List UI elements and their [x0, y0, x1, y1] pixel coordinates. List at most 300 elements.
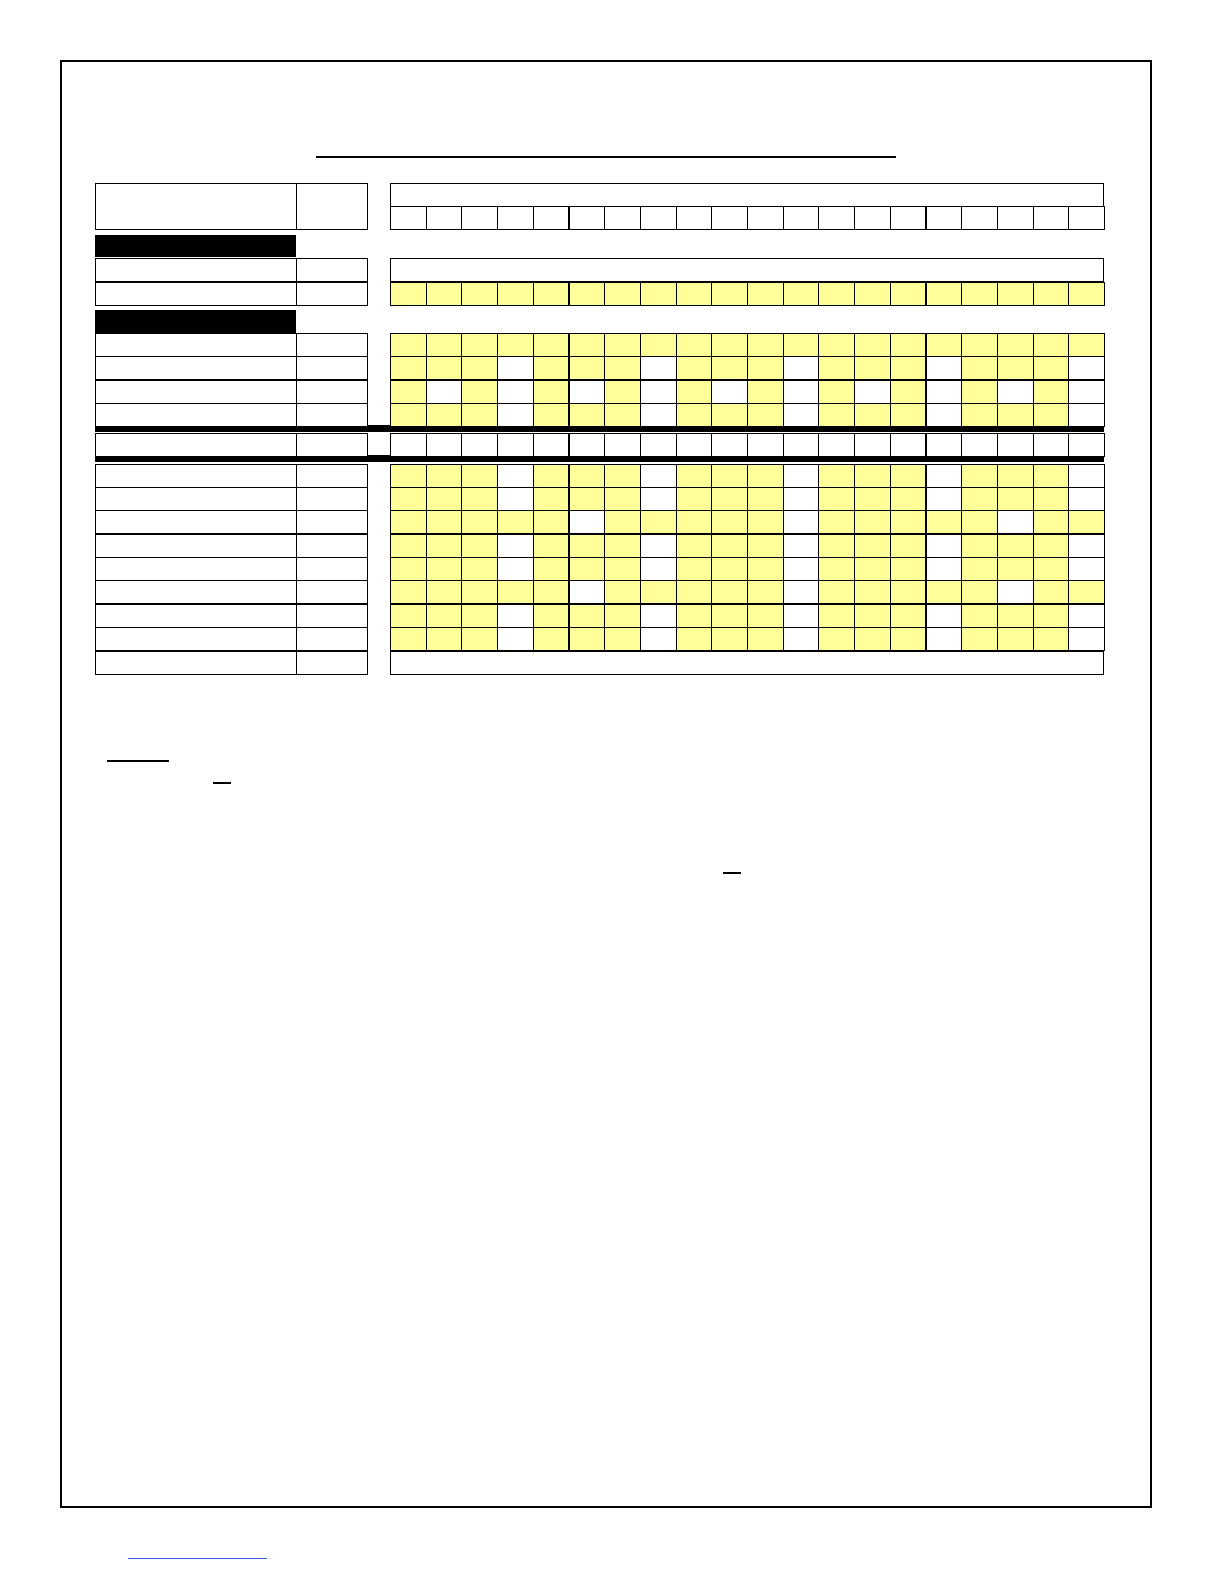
- grid-cell-filled: [854, 356, 891, 380]
- grid-cell-filled: [997, 487, 1034, 511]
- grid-cell-filled: [676, 510, 713, 534]
- footer-link-underline: [128, 1558, 267, 1559]
- grid-cell-empty: [497, 627, 534, 651]
- grid-cell-filled: [676, 282, 713, 306]
- grid-cell-filled: [997, 333, 1034, 357]
- grid-cell-filled: [1033, 557, 1070, 581]
- grid-cell-filled: [818, 534, 855, 558]
- grid-cell-empty: [1068, 403, 1105, 427]
- grid-cell-filled: [926, 580, 963, 604]
- grid-cell-filled: [569, 627, 606, 651]
- grid-cell-filled: [390, 510, 427, 534]
- grid-cell-filled: [390, 487, 427, 511]
- grid-cell-filled: [426, 403, 463, 427]
- grid-cell-filled: [426, 510, 463, 534]
- grid-cell-empty: [997, 380, 1034, 404]
- grid-cell-empty: [1068, 380, 1105, 404]
- grid-cell-empty: [783, 510, 820, 534]
- grid-cell-filled: [711, 510, 748, 534]
- grid-cell-empty: [961, 433, 998, 457]
- grid-cell-filled: [783, 282, 820, 306]
- grid-cell-filled: [1068, 282, 1105, 306]
- grid-cell-filled: [747, 380, 784, 404]
- grid-cell-filled: [818, 403, 855, 427]
- grid-cell-filled: [961, 510, 998, 534]
- grid-cell-filled: [640, 282, 677, 306]
- grid-cell-filled: [604, 534, 641, 558]
- title-underline: [316, 156, 896, 158]
- column-header-cell: [818, 206, 855, 230]
- grid-cell-empty: [461, 433, 498, 457]
- grid-cell-filled: [461, 282, 498, 306]
- grid-cell-filled: [533, 557, 570, 581]
- grid-cell-empty: [926, 380, 963, 404]
- grid-cell-filled: [854, 534, 891, 558]
- grid-cell-filled: [390, 604, 427, 628]
- grid-cell-filled: [569, 604, 606, 628]
- grid-cell-empty: [783, 534, 820, 558]
- grid-cell-filled: [640, 510, 677, 534]
- grid-cell-empty: [497, 380, 534, 404]
- grid-cell-filled: [1033, 510, 1070, 534]
- grid-cell-filled: [711, 403, 748, 427]
- grid-cell-filled: [461, 403, 498, 427]
- grid-cell-filled: [747, 534, 784, 558]
- column-header-cell: [783, 206, 820, 230]
- row-units-cell: [296, 403, 368, 427]
- grid-cell-filled: [1033, 534, 1070, 558]
- grid-cell-filled: [854, 487, 891, 511]
- grid-cell-filled: [747, 557, 784, 581]
- grid-cell-empty: [640, 403, 677, 427]
- row-label-cell: [95, 464, 297, 488]
- grid-cell-filled: [461, 333, 498, 357]
- row-label-cell: [95, 356, 297, 380]
- row-units-cell: [296, 487, 368, 511]
- grid-cell-empty: [497, 604, 534, 628]
- grid-cell-filled: [890, 464, 927, 488]
- grid-cell-filled: [569, 356, 606, 380]
- grid-cell-filled: [676, 333, 713, 357]
- grid-cell-filled: [818, 380, 855, 404]
- grid-cell-empty: [569, 580, 606, 604]
- column-header-cell: [390, 206, 427, 230]
- grid-cell-filled: [390, 282, 427, 306]
- grid-cell-filled: [890, 333, 927, 357]
- grid-cell-empty: [926, 403, 963, 427]
- grid-cell-filled: [1033, 403, 1070, 427]
- grid-cell-filled: [676, 580, 713, 604]
- grid-cell-filled: [1033, 464, 1070, 488]
- grid-cell-empty: [854, 433, 891, 457]
- grid-cell-empty: [640, 534, 677, 558]
- row-units-cell: [296, 604, 368, 628]
- column-header-cell: [569, 206, 606, 230]
- grid-cell-filled: [390, 534, 427, 558]
- grid-cell-empty: [1068, 604, 1105, 628]
- grid-cell-empty: [890, 433, 927, 457]
- row-span-cell: [390, 651, 1104, 675]
- grid-cell-filled: [997, 282, 1034, 306]
- grid-cell-filled: [640, 580, 677, 604]
- grid-cell-filled: [961, 403, 998, 427]
- grid-cell-empty: [926, 557, 963, 581]
- grid-cell-filled: [676, 604, 713, 628]
- grid-cell-filled: [569, 464, 606, 488]
- grid-cell-filled: [604, 333, 641, 357]
- row-units-cell: [296, 627, 368, 651]
- grid-cell-filled: [854, 580, 891, 604]
- grid-cell-filled: [676, 487, 713, 511]
- grid-cell-empty: [640, 433, 677, 457]
- grid-cell-filled: [533, 534, 570, 558]
- grid-cell-empty: [569, 380, 606, 404]
- grid-cell-filled: [604, 627, 641, 651]
- grid-cell-empty: [997, 433, 1034, 457]
- grid-cell-filled: [854, 403, 891, 427]
- grid-cell-filled: [854, 627, 891, 651]
- grid-cell-filled: [461, 356, 498, 380]
- grid-cell-filled: [997, 356, 1034, 380]
- column-header-cell: [747, 206, 784, 230]
- grid-cell-filled: [676, 403, 713, 427]
- grid-cell-filled: [390, 380, 427, 404]
- grid-cell-filled: [461, 380, 498, 404]
- grid-cell-filled: [390, 627, 427, 651]
- grid-cell-filled: [997, 403, 1034, 427]
- grid-cell-filled: [604, 282, 641, 306]
- row-label-cell: [95, 510, 297, 534]
- grid-cell-empty: [783, 356, 820, 380]
- grid-cell-empty: [640, 604, 677, 628]
- grid-cell-empty: [1068, 557, 1105, 581]
- grid-cell-filled: [747, 510, 784, 534]
- grid-cell-empty: [783, 604, 820, 628]
- grid-cell-filled: [461, 557, 498, 581]
- grid-cell-filled: [890, 580, 927, 604]
- grid-cell-filled: [711, 580, 748, 604]
- grid-cell-filled: [1033, 380, 1070, 404]
- grid-cell-filled: [747, 627, 784, 651]
- grid-cell-filled: [818, 604, 855, 628]
- grid-cell-filled: [426, 580, 463, 604]
- grid-cell-filled: [747, 487, 784, 511]
- grid-cell-empty: [533, 433, 570, 457]
- row-label-cell: [95, 380, 297, 404]
- grid-cell-filled: [818, 464, 855, 488]
- grid-cell-filled: [747, 464, 784, 488]
- grid-cell-filled: [711, 464, 748, 488]
- grid-cell-filled: [533, 580, 570, 604]
- grid-cell-filled: [426, 356, 463, 380]
- grid-cell-filled: [961, 580, 998, 604]
- grid-cell-filled: [747, 356, 784, 380]
- grid-cell-filled: [604, 487, 641, 511]
- grid-cell-filled: [997, 557, 1034, 581]
- grid-cell-filled: [426, 282, 463, 306]
- grid-cell-filled: [890, 534, 927, 558]
- grid-cell-filled: [533, 403, 570, 427]
- grid-cell-filled: [461, 487, 498, 511]
- grid-cell-filled: [818, 510, 855, 534]
- grid-cell-filled: [676, 464, 713, 488]
- grid-cell-filled: [890, 487, 927, 511]
- grid-cell-filled: [604, 464, 641, 488]
- grid-cell-filled: [890, 403, 927, 427]
- column-header-cell: [533, 206, 570, 230]
- grid-cell-filled: [711, 333, 748, 357]
- grid-cell-empty: [1068, 464, 1105, 488]
- grid-cell-filled: [461, 604, 498, 628]
- row-label-cell: [95, 557, 297, 581]
- grid-cell-filled: [854, 282, 891, 306]
- grid-cell-filled: [426, 333, 463, 357]
- column-header-cell: [711, 206, 748, 230]
- grid-cell-filled: [961, 487, 998, 511]
- row-label-cell: [95, 604, 297, 628]
- grid-cell-empty: [640, 627, 677, 651]
- grid-cell-filled: [818, 627, 855, 651]
- grid-cell-empty: [497, 433, 534, 457]
- grid-cell-filled: [569, 282, 606, 306]
- grid-cell-filled: [461, 464, 498, 488]
- grid-cell-filled: [640, 333, 677, 357]
- grid-cell-filled: [711, 282, 748, 306]
- grid-cell-filled: [497, 510, 534, 534]
- grid-cell-empty: [747, 433, 784, 457]
- grid-cell-filled: [818, 282, 855, 306]
- grid-cell-filled: [890, 510, 927, 534]
- grid-cell-filled: [890, 557, 927, 581]
- grid-cell-filled: [997, 604, 1034, 628]
- grid-cell-filled: [818, 557, 855, 581]
- grid-cell-filled: [890, 356, 927, 380]
- grid-cell-filled: [533, 487, 570, 511]
- column-header-cell: [854, 206, 891, 230]
- grid-cell-filled: [961, 627, 998, 651]
- grid-cell-filled: [961, 282, 998, 306]
- grid-cell-filled: [569, 487, 606, 511]
- row-label-cell: [95, 403, 297, 427]
- grid-cell-filled: [533, 627, 570, 651]
- row-span-cell: [390, 258, 1104, 282]
- grid-cell-empty: [497, 403, 534, 427]
- grid-cell-filled: [747, 282, 784, 306]
- column-header-cell: [461, 206, 498, 230]
- grid-cell-filled: [854, 604, 891, 628]
- grid-cell-empty: [497, 534, 534, 558]
- row-label-cell: [95, 580, 297, 604]
- notes-line: [107, 770, 1087, 788]
- grid-cell-filled: [1033, 356, 1070, 380]
- grid-cell-filled: [426, 604, 463, 628]
- grid-cell-filled: [426, 487, 463, 511]
- row-units-cell: [296, 580, 368, 604]
- notes-heading: [107, 738, 407, 758]
- grid-cell-filled: [961, 464, 998, 488]
- row-units-cell: [296, 258, 368, 282]
- grid-cell-filled: [890, 380, 927, 404]
- grid-cell-filled: [854, 557, 891, 581]
- grid-cell-empty: [497, 356, 534, 380]
- grid-cell-filled: [390, 356, 427, 380]
- grid-cell-filled: [676, 627, 713, 651]
- column-header-cell: [961, 206, 998, 230]
- grid-cell-filled: [890, 604, 927, 628]
- grid-cell-filled: [1033, 333, 1070, 357]
- grid-cell-filled: [1068, 580, 1105, 604]
- grid-cell-empty: [1068, 534, 1105, 558]
- grid-cell-filled: [604, 580, 641, 604]
- column-header-cell: [1068, 206, 1105, 230]
- grid-cell-empty: [783, 464, 820, 488]
- grid-cell-filled: [604, 557, 641, 581]
- grid-cell-empty: [926, 487, 963, 511]
- grid-cell-empty: [926, 534, 963, 558]
- grid-cell-empty: [926, 464, 963, 488]
- grid-cell-empty: [1068, 487, 1105, 511]
- grid-cell-empty: [783, 627, 820, 651]
- grid-cell-filled: [854, 510, 891, 534]
- grid-cell-filled: [461, 510, 498, 534]
- grid-cell-filled: [1033, 627, 1070, 651]
- grid-cell-empty: [783, 403, 820, 427]
- grid-cell-filled: [533, 282, 570, 306]
- grid-cell-empty: [604, 433, 641, 457]
- grid-cell-filled: [711, 534, 748, 558]
- grid-cell-empty: [497, 464, 534, 488]
- grid-cell-filled: [426, 557, 463, 581]
- grid-cell-filled: [1033, 604, 1070, 628]
- column-header-cell: [640, 206, 677, 230]
- grid-cell-filled: [569, 403, 606, 427]
- grid-cell-filled: [461, 627, 498, 651]
- column-header-cell: [604, 206, 641, 230]
- grid-cell-filled: [461, 580, 498, 604]
- grid-cell-empty: [783, 433, 820, 457]
- grid-cell-filled: [533, 464, 570, 488]
- grid-cell-empty: [676, 433, 713, 457]
- column-header-cell: [890, 206, 927, 230]
- label-column-header: [95, 183, 297, 230]
- grid-cell-filled: [569, 557, 606, 581]
- page-title: [316, 128, 896, 154]
- column-header-cell: [926, 206, 963, 230]
- grid-cell-filled: [390, 403, 427, 427]
- grid-cell-filled: [783, 333, 820, 357]
- grid-cell-empty: [818, 433, 855, 457]
- units-column-header: [296, 183, 368, 230]
- grid-cell-filled: [1033, 580, 1070, 604]
- row-units-cell: [296, 651, 368, 675]
- row-units-cell: [296, 282, 368, 306]
- row-label-cell: [95, 282, 297, 306]
- grid-cell-filled: [854, 464, 891, 488]
- column-header-cell: [426, 206, 463, 230]
- grid-cell-filled: [711, 604, 748, 628]
- grid-cell-empty: [1068, 356, 1105, 380]
- grid-cell-empty: [783, 487, 820, 511]
- row-units-cell: [296, 333, 368, 357]
- row-units-cell: [296, 464, 368, 488]
- grid-cell-filled: [961, 604, 998, 628]
- grid-cell-filled: [747, 403, 784, 427]
- grid-cell-filled: [997, 627, 1034, 651]
- grid-cell-filled: [604, 510, 641, 534]
- grid-cell-filled: [1033, 487, 1070, 511]
- grid-cell-filled: [569, 333, 606, 357]
- grid-cell-filled: [426, 627, 463, 651]
- grid-cell-filled: [926, 282, 963, 306]
- footer-link[interactable]: [128, 1540, 267, 1556]
- grid-cell-empty: [1068, 627, 1105, 651]
- grid-cell-empty: [1033, 433, 1070, 457]
- grid-cell-empty: [497, 487, 534, 511]
- grid-cell-filled: [533, 333, 570, 357]
- grid-cell-filled: [818, 356, 855, 380]
- notes-heading-underline: [107, 760, 169, 762]
- column-header-cell: [676, 206, 713, 230]
- row-units-cell: [296, 356, 368, 380]
- row-units-cell: [296, 433, 368, 457]
- grid-cell-filled: [997, 534, 1034, 558]
- grid-cell-empty: [640, 380, 677, 404]
- grid-cell-filled: [961, 534, 998, 558]
- grid-cell-filled: [390, 557, 427, 581]
- section-header: [95, 310, 296, 333]
- grid-cell-filled: [818, 333, 855, 357]
- grid-cell-empty: [926, 627, 963, 651]
- spanning-header: [390, 183, 1104, 207]
- grid-cell-filled: [390, 580, 427, 604]
- grid-cell-filled: [818, 487, 855, 511]
- grid-cell-empty: [1068, 433, 1105, 457]
- grid-cell-empty: [926, 433, 963, 457]
- grid-cell-filled: [497, 282, 534, 306]
- grid-cell-filled: [1068, 333, 1105, 357]
- grid-cell-filled: [533, 356, 570, 380]
- grid-cell-filled: [676, 356, 713, 380]
- grid-cell-filled: [497, 580, 534, 604]
- grid-cell-filled: [961, 356, 998, 380]
- grid-cell-filled: [604, 356, 641, 380]
- grid-cell-filled: [533, 604, 570, 628]
- section-header: [95, 235, 296, 257]
- grid-cell-filled: [711, 487, 748, 511]
- grid-cell-filled: [533, 510, 570, 534]
- grid-cell-filled: [961, 557, 998, 581]
- grid-cell-empty: [711, 380, 748, 404]
- grid-cell-filled: [890, 282, 927, 306]
- grid-cell-empty: [640, 557, 677, 581]
- grid-cell-filled: [426, 464, 463, 488]
- grid-cell-filled: [390, 333, 427, 357]
- row-label-cell: [95, 627, 297, 651]
- grid-cell-empty: [783, 380, 820, 404]
- grid-cell-filled: [604, 604, 641, 628]
- grid-cell-filled: [604, 380, 641, 404]
- grid-cell-empty: [997, 510, 1034, 534]
- grid-cell-filled: [747, 604, 784, 628]
- grid-cell-filled: [747, 333, 784, 357]
- grid-cell-filled: [711, 356, 748, 380]
- grid-cell-filled: [676, 534, 713, 558]
- grid-cell-empty: [426, 380, 463, 404]
- grid-cell-empty: [640, 487, 677, 511]
- grid-cell-empty: [997, 580, 1034, 604]
- grid-cell-filled: [497, 333, 534, 357]
- grid-cell-filled: [747, 580, 784, 604]
